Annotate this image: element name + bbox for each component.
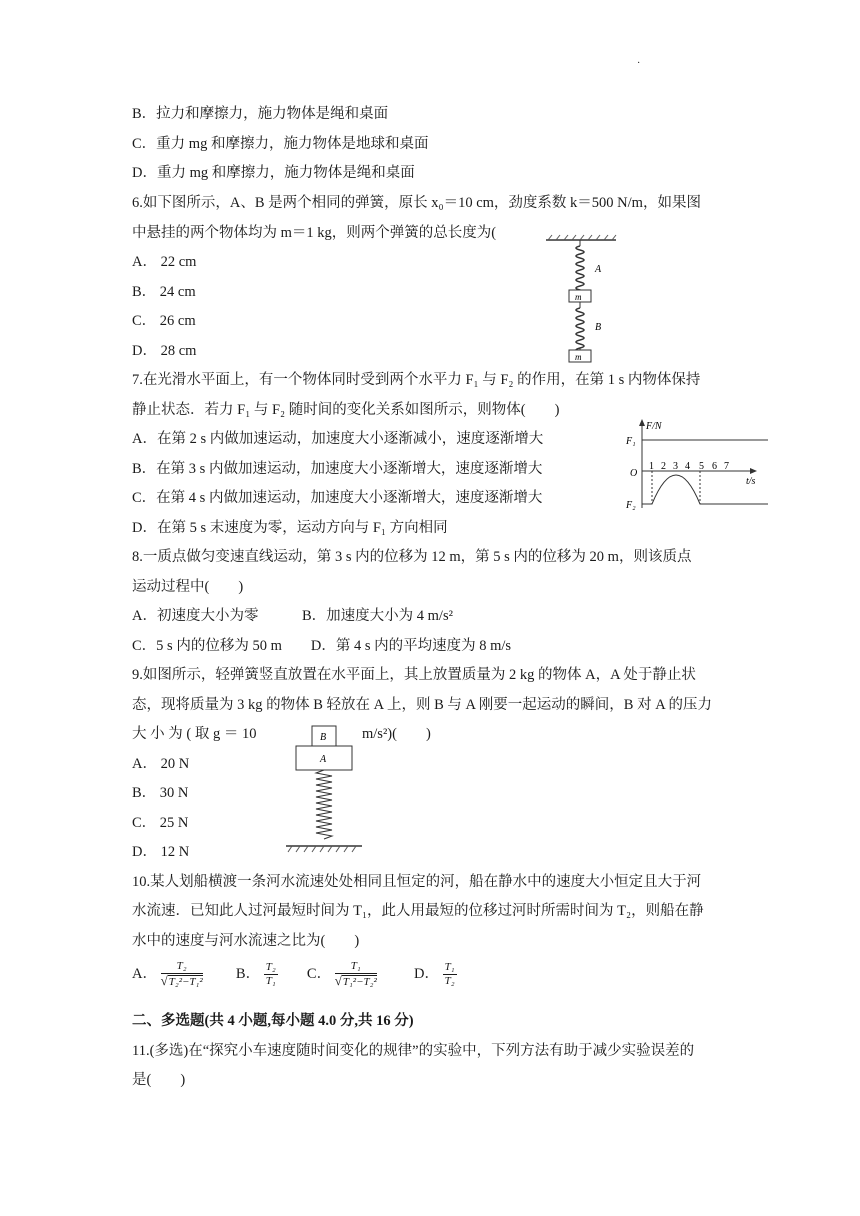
q9-spring-block-figure <box>284 724 364 856</box>
q9-option-b: B． 30 N <box>132 785 189 801</box>
spring-b-label: B <box>595 322 602 333</box>
q10-a-numerator: T₂ <box>176 960 187 972</box>
q10-options <box>132 960 457 1000</box>
q6-stem-line1: 6.如下图所示，A、B 是两个相同的弹簧，原长 x₀＝10 cm，劲度系数 k＝500 N/m，如果图 <box>132 195 701 211</box>
q10-option-a-label: A． <box>132 965 157 982</box>
q10-option-d-label: D． <box>414 965 439 982</box>
x-axis-label: t/s <box>746 476 756 487</box>
q6-spring-figure <box>540 234 620 366</box>
q11-stem-line2: 是( ) <box>132 1072 186 1088</box>
q10-option-d-fraction <box>443 961 457 988</box>
q7-force-graph <box>620 416 770 512</box>
q8-options-cd: C．5 s 内的位移为 50 m D．第 4 s 内的平均速度为 8 m/s <box>132 638 512 654</box>
q8-options-ab: A．初速度大小为零 B．加速度大小为 4 m/s² <box>132 608 453 624</box>
q10-option-c-label: C． <box>306 965 332 982</box>
tick-1: 1 <box>649 461 654 472</box>
q9-option-c: C． 25 N <box>132 815 189 831</box>
q7-option-d: D．在第 5 s 末速度为零，运动方向与 F₁ 方向相同 <box>132 520 448 536</box>
q9-stem-line2: 态，现将质量为 3 kg 的物体 B 轻放在 A 上，则 B 与 A 刚要一起运动的瞬间，B 对 A 的压力 <box>132 697 713 713</box>
block-a-label: A <box>320 754 327 765</box>
block-b-label: B <box>320 732 327 743</box>
mass-2-label: m <box>575 352 582 362</box>
corner-mark: · <box>637 58 641 69</box>
q9-option-d: D． 12 N <box>132 844 190 860</box>
q6-option-d: D． 28 cm <box>132 343 197 359</box>
q10-option-b-label: B． <box>235 965 261 982</box>
spring-a-label: A <box>595 264 602 275</box>
q10-d-numerator: T₁ <box>444 961 455 973</box>
q10-option-b-fraction <box>264 961 278 988</box>
tick-5: 5 <box>699 461 704 472</box>
q10-a-denominator: T₂²−T₁² <box>168 976 203 988</box>
mass-1-label: m <box>575 292 582 302</box>
y-axis-label: F/N <box>646 421 662 432</box>
q6-stem-line2: 中悬挂的两个物体均为 m＝1 kg，则两个弹簧的总长度为( <box>132 225 497 241</box>
q10-stem-line2: 水流速．已知此人过河最短时间为 T₁，此人用最短的位移过河时所需时间为 T₂，则船在静 <box>132 903 704 919</box>
q5-option-b: B．拉力和摩擦力，施力物体是绳和桌面 <box>132 106 389 122</box>
q10-stem-line1: 10.某人划船横渡一条河水流速处处相同且恒定的河，船在静水中的速度大小恒定且大于河 <box>132 874 702 890</box>
q10-c-numerator: T₁ <box>350 960 361 972</box>
q11-stem-line1: 11.(多选)在“探究小车速度随时间变化的规律”的实验中，下列方法有助于减少实验误差的 <box>132 1043 695 1059</box>
q8-stem-line1: 8.一质点做匀变速直线运动，第 3 s 内的位移为 12 m，第 5 s 内的位移为 20 m，则该质点 <box>132 549 692 565</box>
q10-d-denominator: T₂ <box>444 975 455 987</box>
q10-option-a-fraction: $\frac{\text{T₂}}{\text{√T₂²−T₁²}}$ <box>160 960 203 988</box>
q6-option-a: A． 22 cm <box>132 254 197 270</box>
q9-stem-line3a: 大 小 为 ( 取 g ＝ 10 <box>132 726 257 742</box>
origin-label: O <box>630 468 638 479</box>
tick-2: 2 <box>661 461 666 472</box>
q7-option-c: C．在第 4 s 内做加速运动，加速度大小逐渐增大，速度逐渐增大 <box>132 490 543 506</box>
tick-6: 6 <box>712 461 717 472</box>
q7-option-b: B．在第 3 s 内做加速运动，加速度大小逐渐增大，速度逐渐增大 <box>132 461 543 477</box>
f1-label: F₁ <box>626 436 636 447</box>
tick-7: 7 <box>724 461 729 472</box>
q10-b-numerator: T₂ <box>265 961 276 973</box>
q5-option-d: D．重力 mg 和摩擦力，施力物体是绳和桌面 <box>132 165 415 181</box>
q10-stem-line3: 水中的速度与河水流速之比为( ) <box>132 933 360 949</box>
q6-option-c: C． 26 cm <box>132 313 196 329</box>
q10-option-c-fraction: $\frac{\text{T₁}}{\text{√T₁²−T₂²}}$ <box>334 960 377 988</box>
q7-stem-line1: 7.在光滑水平面上，有一个物体同时受到两个水平力 F₁ 与 F₂ 的作用，在第 1 s 内物体保持 <box>132 372 701 388</box>
tick-4: 4 <box>685 461 690 472</box>
q10-c-denominator: T₁²−T₂² <box>342 976 377 988</box>
q8-stem-line2: 运动过程中( ) <box>132 579 244 595</box>
q5-option-c: C．重力 mg 和摩擦力，施力物体是地球和桌面 <box>132 136 429 152</box>
section-2-heading: 二、多选题(共 4 小题,每小题 4.0 分,共 16 分) <box>132 1013 414 1029</box>
q9-stem-line1: 9.如图所示，轻弹簧竖直放置在水平面上，其上放置质量为 2 kg 的物体 A，A 处于静止状 <box>132 667 696 683</box>
tick-3: 3 <box>673 461 678 472</box>
q10-b-denominator: T₁ <box>265 975 276 987</box>
q7-stem-line2: 静止状态．若力 F₁ 与 F₂ 随时间的变化关系如图所示，则物体( ) <box>132 402 560 418</box>
time-ticks <box>649 461 729 472</box>
q9-stem-line3b: m/s²)( ) <box>362 726 431 742</box>
q9-option-a: A． 20 N <box>132 756 190 772</box>
q6-option-b: B． 24 cm <box>132 284 196 300</box>
q7-option-a: A．在第 2 s 内做加速运动，加速度大小逐渐减小，速度逐渐增大 <box>132 431 544 447</box>
f2-label: F₂ <box>626 500 636 511</box>
